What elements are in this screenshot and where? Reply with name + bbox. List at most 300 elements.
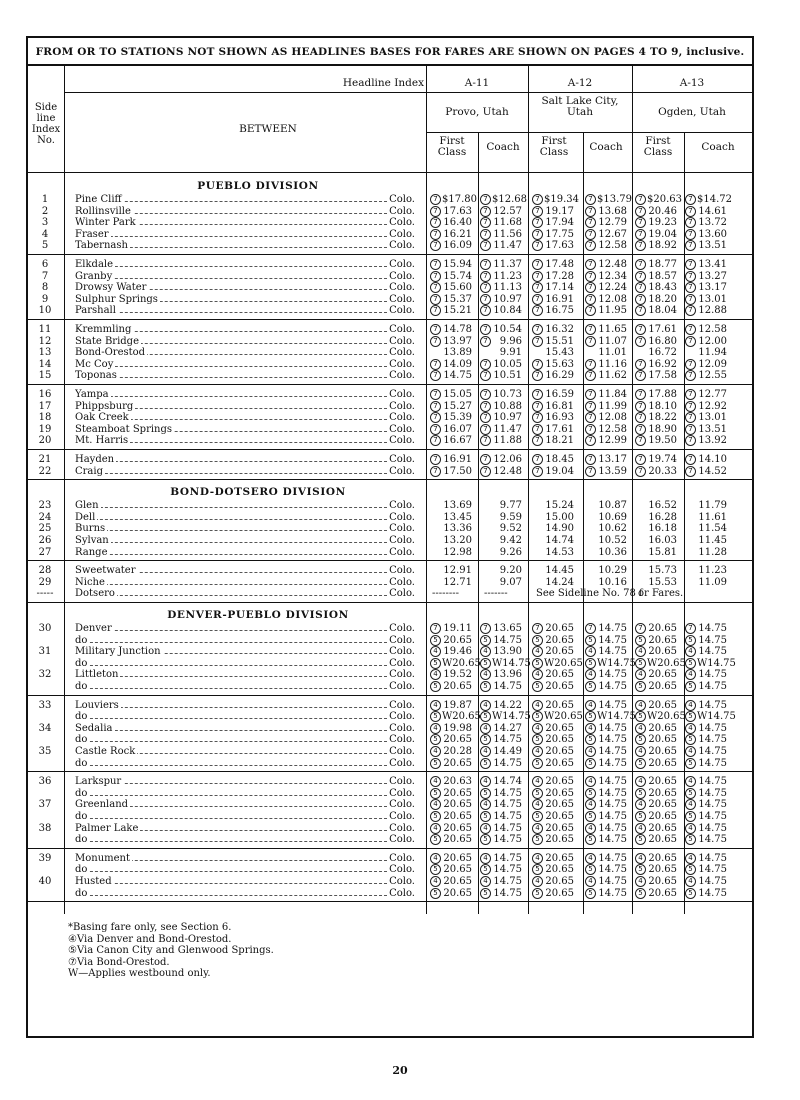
fare-value: W14.75 <box>492 657 531 669</box>
fare-value: 12.09 <box>698 358 727 370</box>
state-abbrev: Colo. <box>389 887 415 899</box>
route-circle-icon: 5 <box>585 888 596 899</box>
dash-cell: -------- <box>432 588 460 600</box>
side-line-index: 6 <box>41 259 49 270</box>
fare-value: 13.96 <box>493 669 522 681</box>
route-circle-icon: 7 <box>430 282 441 293</box>
fare-cell <box>635 259 677 270</box>
fare-cell <box>480 658 531 669</box>
group-code: A-11 <box>464 77 490 89</box>
fare-value: 17.14 <box>545 282 574 294</box>
fare-value: 14.75 <box>698 834 727 846</box>
state-abbrev: Colo. <box>389 335 415 347</box>
fare-value: 20.65 <box>443 734 472 746</box>
fare-cell <box>480 535 522 546</box>
fare-value: W20.65 <box>442 711 481 723</box>
station-row-label <box>75 347 415 359</box>
fare-value: 15.94 <box>443 259 472 270</box>
fare-cell <box>480 577 522 588</box>
fare-value: 17.28 <box>545 270 574 282</box>
side-line-index: 34 <box>38 722 52 734</box>
route-circle-icon: 4 <box>635 646 646 657</box>
fare-value: 14.75 <box>598 776 627 788</box>
fare-cell <box>585 565 627 576</box>
group-city: Ogden, Utah <box>658 106 726 118</box>
route-circle-icon: 7 <box>585 271 596 282</box>
fare-value: 16.72 <box>648 347 677 359</box>
route-circle-icon: 7 <box>685 359 696 370</box>
fare-cell <box>532 823 574 834</box>
group-rule <box>28 319 752 320</box>
state-abbrev: Colo. <box>389 205 415 217</box>
station-name: Phippsburg <box>75 400 134 412</box>
route-circle-icon: 7 <box>532 194 543 205</box>
route-circle-icon: 7 <box>430 194 441 205</box>
fare-cell <box>430 412 472 423</box>
fare-cell <box>585 853 627 864</box>
fare-cell <box>480 466 522 477</box>
leader-dots <box>75 461 387 462</box>
state-abbrev: Colo. <box>389 799 415 811</box>
station-name: Craig <box>75 465 103 477</box>
route-circle-icon: 5 <box>685 864 696 875</box>
fare-value: 20.65 <box>545 646 574 658</box>
fare-cell <box>430 758 472 769</box>
fare-cell <box>685 635 727 646</box>
route-circle-icon: 7 <box>635 305 646 316</box>
station-name: do <box>75 681 88 692</box>
fare-cell <box>430 523 472 534</box>
station-name: Kremmling <box>75 324 132 335</box>
leader-dots <box>75 841 387 842</box>
fare-cell <box>430 746 472 757</box>
fare-cell <box>480 240 522 251</box>
fare-cell <box>532 646 574 657</box>
fare-cell <box>532 194 579 205</box>
route-circle-icon: 7 <box>430 466 441 477</box>
station-row-label <box>75 305 415 317</box>
fare-value: 13.59 <box>598 465 627 477</box>
route-circle-icon: 7 <box>585 206 596 217</box>
route-circle-icon: 4 <box>685 746 696 757</box>
fare-cell <box>685 512 727 523</box>
fare-value: 17.58 <box>648 370 677 382</box>
fare-value: 13.20 <box>443 535 472 546</box>
route-circle-icon: 5 <box>585 834 596 845</box>
fare-cell <box>635 401 677 412</box>
fare-value: 20.65 <box>443 681 472 692</box>
state-abbrev: Colo. <box>389 699 415 711</box>
fare-value: 12.48 <box>493 465 522 477</box>
fare-value: 20.65 <box>545 776 574 788</box>
station-row-label <box>75 466 415 478</box>
station-name: Toponas <box>75 370 117 382</box>
fare-value: 13.97 <box>443 335 472 347</box>
fare-value: 19.46 <box>443 646 472 658</box>
fare-value: 14.75 <box>698 669 727 681</box>
fare-value: 10.97 <box>493 412 522 424</box>
headline-rule <box>64 92 752 93</box>
fare-cell <box>532 401 574 412</box>
route-circle-icon: 4 <box>635 776 646 787</box>
route-circle-icon: 4 <box>532 799 543 810</box>
route-circle-icon: 7 <box>480 435 491 446</box>
fare-value: 14.49 <box>493 746 522 757</box>
state-abbrev: Colo. <box>389 400 415 412</box>
fare-cell <box>685 336 727 347</box>
fare-cell <box>635 194 682 205</box>
fare-cell <box>685 324 727 335</box>
route-circle-icon: 7 <box>585 424 596 435</box>
fare-cell <box>635 758 677 769</box>
fare-cell <box>585 577 627 588</box>
station-row-label <box>75 788 415 800</box>
fare-value: 11.65 <box>598 324 627 335</box>
fare-value: 12.71 <box>443 576 472 588</box>
fare-cell <box>685 305 727 316</box>
side-line-index: 25 <box>38 523 52 535</box>
route-circle-icon: 7 <box>532 282 543 293</box>
fare-value: 20.65 <box>545 757 574 769</box>
leader-dots <box>75 795 387 796</box>
route-circle-icon: 5 <box>685 788 696 799</box>
fare-cell <box>685 811 727 822</box>
route-circle-icon: 7 <box>430 623 441 634</box>
leader-dots <box>75 871 387 872</box>
route-circle-icon: 7 <box>685 240 696 251</box>
station-row-label <box>75 359 415 371</box>
fare-value: 13.65 <box>493 623 522 634</box>
route-circle-icon: 4 <box>430 746 441 757</box>
route-circle-icon: 7 <box>532 435 543 446</box>
fare-value: 14.75 <box>598 757 627 769</box>
station-name: Littleton <box>75 669 119 681</box>
route-circle-icon: 7 <box>585 359 596 370</box>
fare-value: 12.48 <box>598 259 627 270</box>
fare-cell <box>532 324 574 335</box>
fare-cell <box>685 401 727 412</box>
state-abbrev: Colo. <box>389 358 415 370</box>
fare-cell <box>430 217 472 228</box>
route-circle-icon: 7 <box>532 424 543 435</box>
state-abbrev: Colo. <box>389 228 415 240</box>
fare-cell <box>480 834 522 845</box>
station-row-label <box>75 758 415 770</box>
fare-value: 20.65 <box>443 876 472 887</box>
fare-value: 16.91 <box>443 454 472 465</box>
state-abbrev: Colo. <box>389 657 415 669</box>
fare-cell <box>480 758 522 769</box>
fare-value: 12.55 <box>698 370 727 382</box>
fare-value: 11.28 <box>698 546 727 558</box>
side-line-index: 20 <box>38 435 52 447</box>
fare-cell <box>585 523 627 534</box>
fare-value: 13.72 <box>698 217 727 229</box>
fare-value: 14.75 <box>493 634 522 646</box>
leader-dots <box>75 312 387 313</box>
fare-cell <box>585 723 627 734</box>
route-circle-icon: 5 <box>532 864 543 875</box>
station-name: Sedalia <box>75 722 113 734</box>
station-row-label <box>75 623 415 635</box>
route-circle-icon: 7 <box>430 229 441 240</box>
fare-value: $17.80 <box>442 194 477 205</box>
fare-cell <box>430 259 472 270</box>
group-rule <box>28 560 752 561</box>
fare-value: 18.77 <box>648 259 677 270</box>
fare-value: 20.33 <box>648 465 677 477</box>
route-circle-icon: 5 <box>480 635 491 646</box>
route-circle-icon: 7 <box>635 454 646 465</box>
fare-cell <box>585 259 627 270</box>
route-circle-icon: 7 <box>430 259 441 270</box>
fare-value: 20.65 <box>545 623 574 634</box>
fare-cell <box>532 217 574 228</box>
fare-value: 11.23 <box>493 270 522 282</box>
fare-value: 9.77 <box>499 500 522 512</box>
fare-value: 16.29 <box>545 370 574 382</box>
route-circle-icon: 5 <box>585 788 596 799</box>
route-circle-icon: 4 <box>430 799 441 810</box>
fare-value: 14.75 <box>698 646 727 658</box>
station-row-label <box>75 412 415 424</box>
fare-cell <box>480 776 522 787</box>
station-row-label <box>75 776 415 788</box>
route-circle-icon: 7 <box>532 412 543 423</box>
route-circle-icon: 4 <box>532 646 543 657</box>
fare-value: 11.23 <box>698 565 727 577</box>
fare-value: 20.65 <box>443 887 472 899</box>
fare-cell <box>532 347 574 358</box>
fare-cell <box>635 535 677 546</box>
station-row-label <box>75 658 415 670</box>
fare-cell <box>685 359 727 370</box>
route-circle-icon: 5 <box>685 681 696 692</box>
fare-cell <box>685 229 727 240</box>
route-circle-icon: 7 <box>480 305 491 316</box>
fare-cell <box>480 669 522 680</box>
route-circle-icon: 5 <box>635 888 646 899</box>
route-circle-icon: 7 <box>585 240 596 251</box>
station-name: Monument <box>75 852 130 864</box>
fare-value: 18.90 <box>648 423 677 435</box>
station-row-label <box>75 834 415 846</box>
fare-cell <box>430 512 472 523</box>
headline-index-label: Headline Index <box>342 77 424 89</box>
state-abbrev: Colo. <box>389 722 415 734</box>
fare-cell <box>480 435 522 446</box>
route-circle-icon: 7 <box>685 336 696 347</box>
fare-cell <box>635 853 677 864</box>
station-name: Larkspur <box>75 776 122 788</box>
leader-dots <box>75 765 387 766</box>
side-line-index: 4 <box>41 228 49 240</box>
fare-cell <box>685 240 727 251</box>
station-row-label <box>75 535 415 547</box>
group-rule <box>28 695 752 696</box>
fare-value: 13.92 <box>698 435 727 447</box>
route-circle-icon: 7 <box>532 324 543 335</box>
fare-cell <box>480 370 522 381</box>
fare-value: 20.65 <box>545 852 574 864</box>
fare-cell <box>585 194 632 205</box>
route-circle-icon: 5 <box>585 681 596 692</box>
fare-cell <box>430 888 472 899</box>
fare-cell <box>430 466 472 477</box>
fare-value: 18.04 <box>648 305 677 317</box>
fare-cell <box>532 565 574 576</box>
station-name: Mt. Harris <box>75 435 129 447</box>
footnote: ⑦Via Bond-Orestod. <box>68 956 170 968</box>
fare-value: 10.97 <box>493 293 522 305</box>
fare-value: 12.98 <box>443 546 472 558</box>
route-circle-icon: 5 <box>430 681 441 692</box>
fare-cell <box>585 347 627 358</box>
fare-value: 11.45 <box>698 535 727 546</box>
route-circle-icon: 4 <box>480 669 491 680</box>
route-circle-icon: 7 <box>585 370 596 381</box>
route-circle-icon: 7 <box>635 259 646 270</box>
fare-cell <box>532 776 574 787</box>
fare-value: 10.73 <box>493 389 522 400</box>
fare-cell <box>585 888 627 899</box>
fare-cell <box>635 876 677 887</box>
fare-value: 14.75 <box>598 734 627 746</box>
fare-cell <box>532 466 574 477</box>
side-line-index: 39 <box>38 852 52 864</box>
station-name: do <box>75 834 88 846</box>
fare-value: 11.54 <box>698 523 727 535</box>
fare-cell <box>635 746 677 757</box>
fare-cell <box>430 577 472 588</box>
route-circle-icon: 7 <box>430 424 441 435</box>
fare-cell <box>635 776 677 787</box>
fare-value: 20.65 <box>443 811 472 822</box>
fare-cell <box>685 466 727 477</box>
state-abbrev: Colo. <box>389 834 415 846</box>
fare-value: 12.67 <box>598 228 627 240</box>
fare-value: 15.53 <box>648 576 677 588</box>
route-circle-icon: 7 <box>585 305 596 316</box>
station-row-label <box>75 547 415 559</box>
fare-cell <box>532 853 574 864</box>
leader-dots <box>75 642 387 643</box>
station-name: Military Junction <box>75 646 161 658</box>
fare-value: 14.75 <box>698 864 727 876</box>
fare-value: 20.65 <box>545 887 574 899</box>
route-circle-icon: 7 <box>685 282 696 293</box>
route-circle-icon: 7 <box>635 336 646 347</box>
route-circle-icon: 5 <box>685 834 696 845</box>
state-abbrev: Colo. <box>389 324 415 335</box>
route-circle-icon: 4 <box>532 669 543 680</box>
fare-cell <box>480 681 522 692</box>
leader-dots <box>75 707 387 708</box>
fare-cell <box>532 658 583 669</box>
fare-value: 14.75 <box>598 646 627 658</box>
fare-value: 14.10 <box>698 454 727 465</box>
fare-cell <box>635 454 677 465</box>
fare-cell <box>480 711 531 722</box>
fare-value: 17.94 <box>545 217 574 229</box>
station-row-label <box>75 217 415 229</box>
station-row-label <box>75 669 415 681</box>
route-circle-icon: 4 <box>635 723 646 734</box>
fare-value: 15.74 <box>443 270 472 282</box>
route-circle-icon: 7 <box>685 271 696 282</box>
route-circle-icon: 7 <box>635 435 646 446</box>
fare-value: 20.65 <box>545 669 574 681</box>
leader-dots <box>75 542 387 543</box>
state-abbrev: Colo. <box>389 681 415 692</box>
side-line-index: 28 <box>38 565 52 577</box>
fare-value: W20.65 <box>647 711 686 723</box>
fare-cell <box>532 523 574 534</box>
route-circle-icon: 4 <box>480 776 491 787</box>
fare-cell <box>430 853 472 864</box>
route-circle-icon: 5 <box>585 864 596 875</box>
fare-cell <box>635 347 677 358</box>
fare-cell <box>430 324 472 335</box>
fare-value: 20.46 <box>648 205 677 217</box>
route-circle-icon: 7 <box>532 389 543 400</box>
fare-value: 14.52 <box>698 465 727 477</box>
fare-value: 14.75 <box>493 876 522 887</box>
group-rule <box>28 384 752 385</box>
route-circle-icon: 5 <box>635 635 646 646</box>
fare-cell <box>532 577 574 588</box>
route-circle-icon: 4 <box>532 776 543 787</box>
route-circle-icon: 7 <box>635 623 646 634</box>
route-circle-icon: 4 <box>480 853 491 864</box>
fare-value: 20.65 <box>545 681 574 692</box>
fare-cell <box>532 359 574 370</box>
fare-value: W14.75 <box>597 711 636 723</box>
route-circle-icon: 7 <box>480 370 491 381</box>
fare-value: 11.09 <box>698 576 727 588</box>
station-row-label <box>75 259 415 271</box>
group-rule <box>28 771 752 772</box>
fare-value: 16.32 <box>545 324 574 335</box>
route-circle-icon: 7 <box>480 294 491 305</box>
route-circle-icon: 5 <box>480 758 491 769</box>
fare-value: 18.22 <box>648 412 677 424</box>
side-line-index: 22 <box>38 465 52 477</box>
side-line-index: 10 <box>38 305 52 317</box>
fare-cell <box>480 282 522 293</box>
fare-value: 20.65 <box>545 699 574 711</box>
state-abbrev: Colo. <box>389 194 415 205</box>
route-circle-icon: 7 <box>480 217 491 228</box>
fare-cell <box>685 194 732 205</box>
route-circle-icon: 7 <box>685 370 696 381</box>
fare-value: 16.75 <box>545 305 574 317</box>
fare-value: 11.94 <box>698 347 727 359</box>
station-row-label <box>75 324 415 336</box>
fare-value: 14.45 <box>545 565 574 577</box>
fare-cell <box>635 389 677 400</box>
fare-cell <box>480 788 522 799</box>
fare-cell <box>430 206 472 217</box>
station-name: Elkdale <box>75 259 114 270</box>
state-abbrev: Colo. <box>389 259 415 270</box>
fare-cell <box>480 454 522 465</box>
fare-value: 9.07 <box>499 576 522 588</box>
side-line-index: 5 <box>41 240 49 252</box>
fare-cell <box>480 734 522 745</box>
fare-value: 11.61 <box>698 511 727 523</box>
fare-value: W20.65 <box>442 657 481 669</box>
